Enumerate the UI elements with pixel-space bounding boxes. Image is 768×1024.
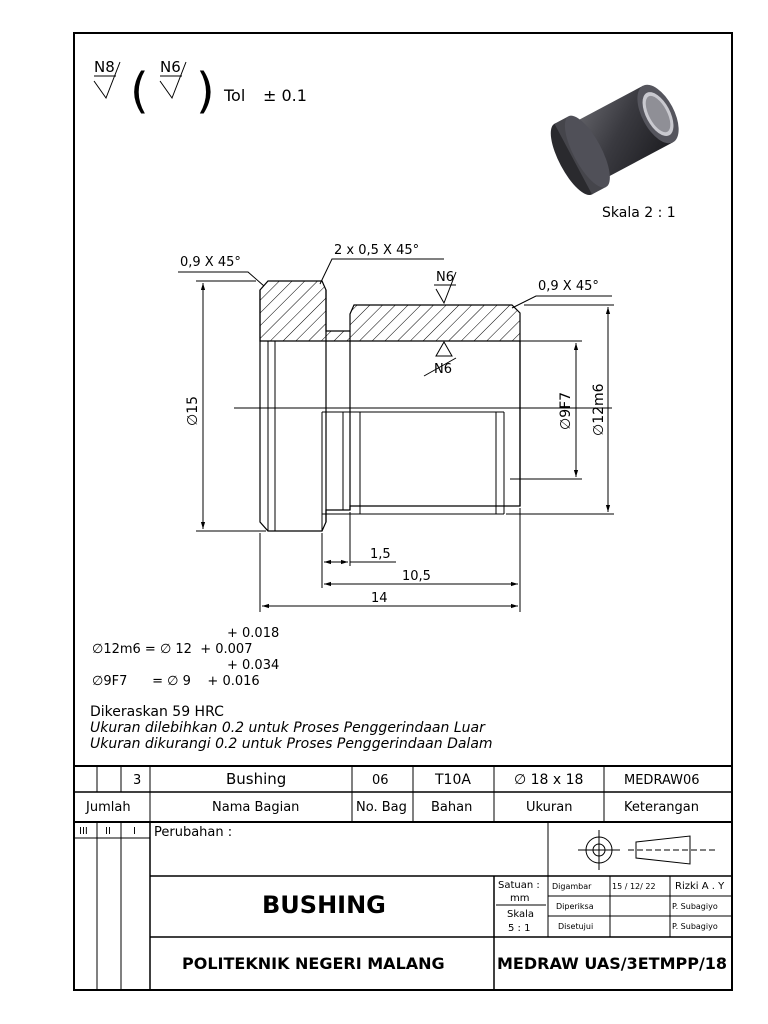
roughness-top-label: N6: [436, 270, 454, 285]
approved-label: Disetujui: [558, 922, 594, 931]
part-name: Bushing: [226, 770, 287, 788]
note-internal-grinding: Ukuran dikurangi 0.2 untuk Proses Penggerindaan Dalam: [90, 736, 493, 752]
rev-col-2: II: [105, 826, 111, 837]
tolerance-label: Tol: [224, 86, 246, 105]
section-view: [178, 243, 614, 612]
iso-scale-label: Skala 2 : 1: [602, 205, 676, 221]
close-paren-icon: ): [196, 63, 215, 119]
hatched-section: [260, 281, 520, 341]
note-external-grinding: Ukuran dilebihkan 0.2 untuk Proses Penggerindaan Luar: [90, 720, 485, 736]
drawn-date: 15 / 12/ 22: [612, 882, 656, 891]
part-material: T10A: [435, 772, 471, 788]
scale-value: 5 : 1: [508, 923, 531, 934]
unit-label: Satuan :: [498, 880, 540, 891]
part-qty: 3: [133, 773, 142, 788]
rev-col-1: I: [133, 826, 136, 837]
checked-label: Diperiksa: [556, 902, 594, 911]
part-remark: MEDRAW06: [624, 773, 700, 788]
header-material: Bahan: [431, 800, 473, 815]
dim-len-1-5: 1,5: [370, 547, 391, 562]
tolerance-value: ± 0.1: [263, 86, 307, 105]
revision-label: Perubahan :: [154, 825, 233, 840]
note-hardening: Dikeraskan 59 HRC: [90, 704, 224, 720]
tol-9f7-line: ∅9F7 = ∅ 9 + 0.016: [92, 674, 260, 689]
rev-col-3: III: [79, 826, 88, 837]
checked-name: P. Subagiyo: [672, 902, 718, 911]
roughness-n6-label: N6: [160, 58, 181, 76]
header-name: Nama Bagian: [212, 800, 300, 815]
general-notes: [90, 704, 493, 752]
part-no: 06: [372, 773, 389, 788]
tol-9f7-upper: + 0.034: [227, 658, 280, 673]
tol-12m6-upper: + 0.018: [227, 626, 280, 641]
tol-12m6-line: ∅12m6 = ∅ 12 + 0.007: [92, 642, 253, 657]
chamfer-left-note: 0,9 X 45°: [180, 255, 241, 270]
scale-label: Skala: [507, 909, 534, 920]
drawn-name: Rizki A . Y: [675, 881, 725, 892]
roughness-symbol-icon: [436, 342, 452, 356]
open-paren-icon: (: [130, 63, 149, 119]
dim-len-14: 14: [371, 591, 388, 606]
groove-note: 2 x 0,5 X 45°: [334, 243, 420, 258]
dim-len-10-5: 10,5: [402, 569, 431, 584]
header-size: Ukuran: [526, 800, 573, 815]
sheet-border: [74, 33, 732, 990]
header-no: No. Bag: [356, 800, 407, 815]
roughness-bore-label: N6: [434, 362, 452, 377]
header-remark: Keterangan: [624, 800, 699, 815]
isometric-bushing-image: [542, 71, 691, 221]
drawn-label: Digambar: [552, 882, 592, 891]
first-angle-projection-icon: [578, 830, 716, 870]
tolerance-notes: [92, 626, 279, 689]
roughness-n8-label: N8: [94, 58, 115, 76]
institution-name: POLITEKNIK NEGERI MALANG: [182, 954, 445, 973]
drawing-number: MEDRAW UAS/3ETMPP/18: [497, 954, 728, 973]
chamfer-right-note: 0,9 X 45°: [538, 279, 599, 294]
dim-dia-15: ∅15: [185, 395, 201, 426]
part-size: ∅ 18 x 18: [514, 772, 584, 788]
drawing-title: BUSHING: [262, 891, 386, 919]
dim-dia-9f7: ∅9F7: [558, 391, 574, 430]
dim-dia-12m6: ∅12m6: [591, 383, 607, 436]
unit-value: mm: [510, 893, 530, 904]
approved-name: P. Subagiyo: [672, 922, 718, 931]
roughness-header: [94, 58, 307, 119]
header-qty: Jumlah: [86, 800, 131, 815]
